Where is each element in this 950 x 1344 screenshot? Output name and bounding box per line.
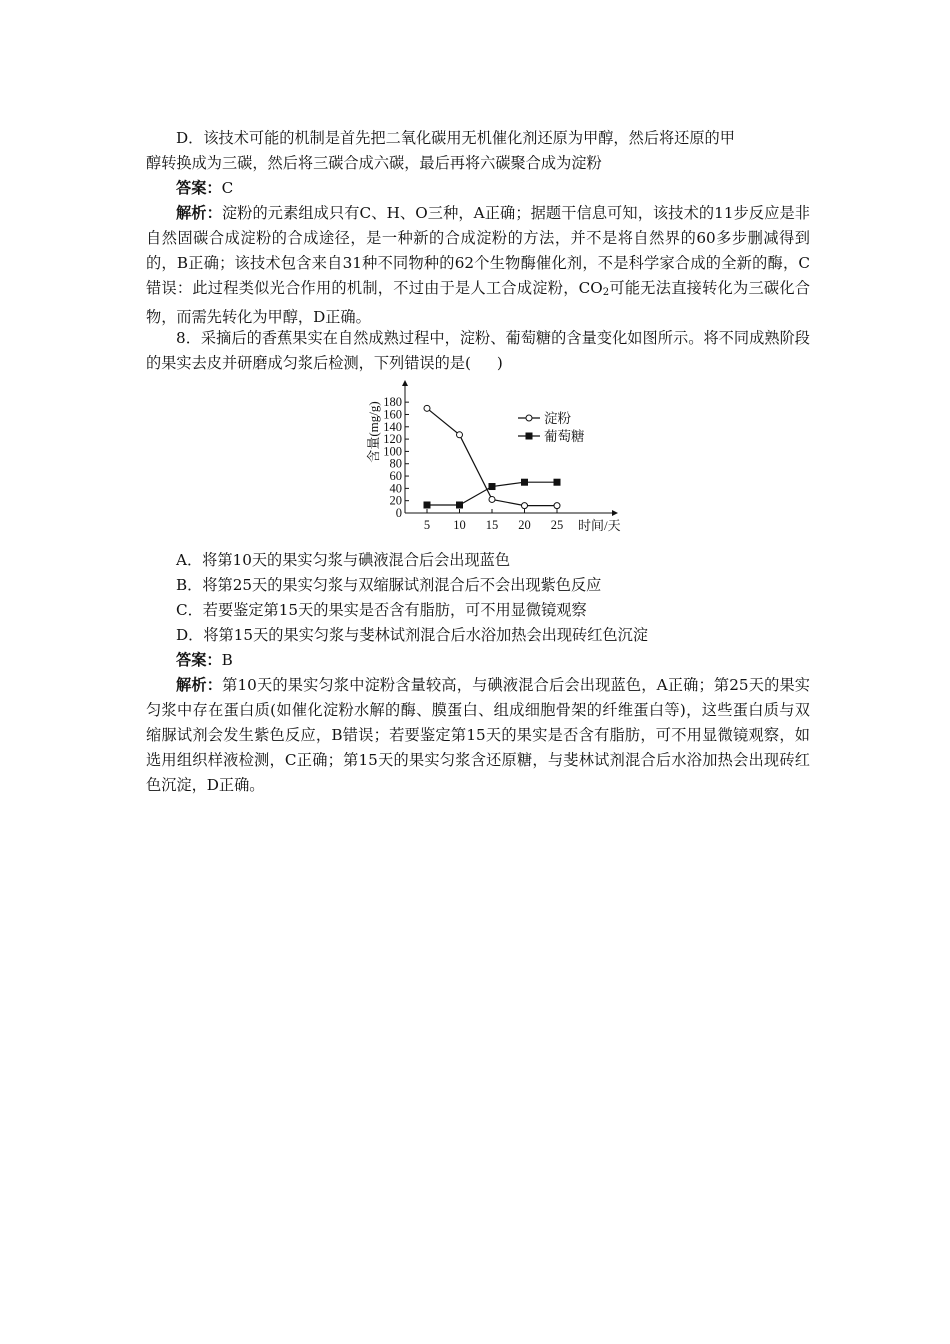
x-tick-label: 15 xyxy=(485,518,499,532)
legend-square-marker xyxy=(526,433,533,440)
glucose-data-point xyxy=(554,479,561,486)
y-tick-label: 100 xyxy=(383,444,402,459)
chart-legend xyxy=(518,410,585,444)
answer-label: 答案： xyxy=(176,179,222,197)
starch-data-point xyxy=(424,405,430,411)
q7-answer xyxy=(146,176,810,201)
legend-circle-marker xyxy=(526,415,532,421)
analysis-text-part2: 可能无法直接转化为三碳化合物，而需先转化为甲醇，D正确。 xyxy=(146,279,811,326)
analysis-label: 解析： xyxy=(176,204,222,222)
starch-data-point xyxy=(522,503,528,509)
co2-subscript: 2 xyxy=(602,287,610,298)
q8-analysis xyxy=(146,673,810,798)
starch-data-point xyxy=(489,496,495,502)
glucose-data-point xyxy=(424,501,431,508)
chart-axes xyxy=(402,380,618,516)
legend-label: 淀粉 xyxy=(544,411,571,426)
q7-option-d-line2: 醇转换成为三碳，然后将三碳合成六碳，最后再将六碳聚合成为淀粉 xyxy=(146,154,602,172)
starch-data-point xyxy=(457,432,463,438)
q7-option-d xyxy=(146,126,810,176)
answer-label: 答案： xyxy=(176,651,222,669)
chart-series xyxy=(424,405,561,508)
y-axis-label: 含量(mg/g) xyxy=(366,401,381,463)
q7-analysis xyxy=(146,201,810,330)
y-tick-label: 140 xyxy=(383,419,402,434)
answer-value: C xyxy=(221,179,234,197)
y-tick-label: 160 xyxy=(383,407,402,422)
starch-data-point xyxy=(554,503,560,509)
y-tick-label: 120 xyxy=(383,432,402,447)
legend-label: 葡萄糖 xyxy=(544,429,585,444)
x-tick-label: 25 xyxy=(550,518,564,532)
q8-stem xyxy=(146,326,810,376)
analysis-text-part1: 淀粉的元素组成只有C、H、O三种，A正确；据题干信息可知，该技术的11步反应是非自然固碳合成淀粉的合成途径，是一种新的合成淀粉的方法，并不是将自然界的60多步删减得到的，B正确；该技术包含来自31种不同物种的62个生物酶催化剂，不是科学家合成的全新的酶，C错误：此过程类似光合作用的机制，不过由于是人工合成淀粉，CO xyxy=(146,204,810,297)
y-tick-label: 40 xyxy=(389,481,402,496)
y-tick-label: 0 xyxy=(395,506,402,520)
y-axis-arrow xyxy=(402,380,408,386)
x-tick-label: 10 xyxy=(453,518,466,532)
glucose-data-point xyxy=(521,479,528,486)
x-tick-label: 20 xyxy=(518,518,531,532)
q8-answer xyxy=(146,648,810,673)
x-axis-label: 时间/天 xyxy=(578,518,621,533)
content-line-chart xyxy=(360,372,650,534)
y-tick-label: 180 xyxy=(383,395,402,410)
x-axis-ticks xyxy=(424,509,563,532)
y-tick-label: 60 xyxy=(389,469,402,484)
analysis-label: 解析： xyxy=(176,676,223,694)
q8-stem-end: ) xyxy=(496,354,503,372)
q7-option-d-line1: D．该技术可能的机制是首先把二氧化碳用无机催化剂还原为甲醇，然后将还原的甲 xyxy=(176,129,735,147)
glucose-data-point xyxy=(456,501,463,508)
y-tick-label: 80 xyxy=(389,456,402,471)
answer-value: B xyxy=(221,651,233,669)
q8-option-b: B．将第25天的果实匀浆与双缩脲试剂混合后不会出现紫色反应 xyxy=(176,576,602,594)
analysis-text: 第10天的果实匀浆中淀粉含量较高，与碘液混合后会出现蓝色，A正确；第25天的果实匀浆中存在蛋白质(如催化淀粉水解的酶、膜蛋白、组成细胞骨架的纤维蛋白等)，这些蛋白质与双缩脲试剂会发生紫色反应，B错误；若要鉴定第15天的果实是否含有脂肪，可不用显微镜观察，如选用组织样液检测，C正确；第15天的果实匀浆含还原糖，与斐林试剂混合后水浴加热会出现砖红色沉淀，D正确。 xyxy=(146,676,810,794)
y-tick-label: 20 xyxy=(389,493,402,508)
x-tick-label: 5 xyxy=(423,518,431,532)
q8-stem-text: 8．采摘后的香蕉果实在自然成熟过程中，淀粉、葡萄糖的含量变化如图所示。将不同成熟阶段的果实去皮并研磨成匀浆后检测，下列错误的是( xyxy=(146,329,810,372)
q8-option-a: A．将第10天的果实匀浆与碘液混合后会出现蓝色 xyxy=(176,551,511,569)
x-axis-arrow xyxy=(612,510,618,516)
q8-option-d: D．将第15天的果实匀浆与斐林试剂混合后水浴加热会出现砖红色沉淀 xyxy=(176,626,648,644)
q8-option-c: C．若要鉴定第15天的果实是否含有脂肪，可不用显微镜观察 xyxy=(176,601,587,619)
glucose-data-point xyxy=(489,483,496,490)
series-line-1 xyxy=(427,408,557,505)
